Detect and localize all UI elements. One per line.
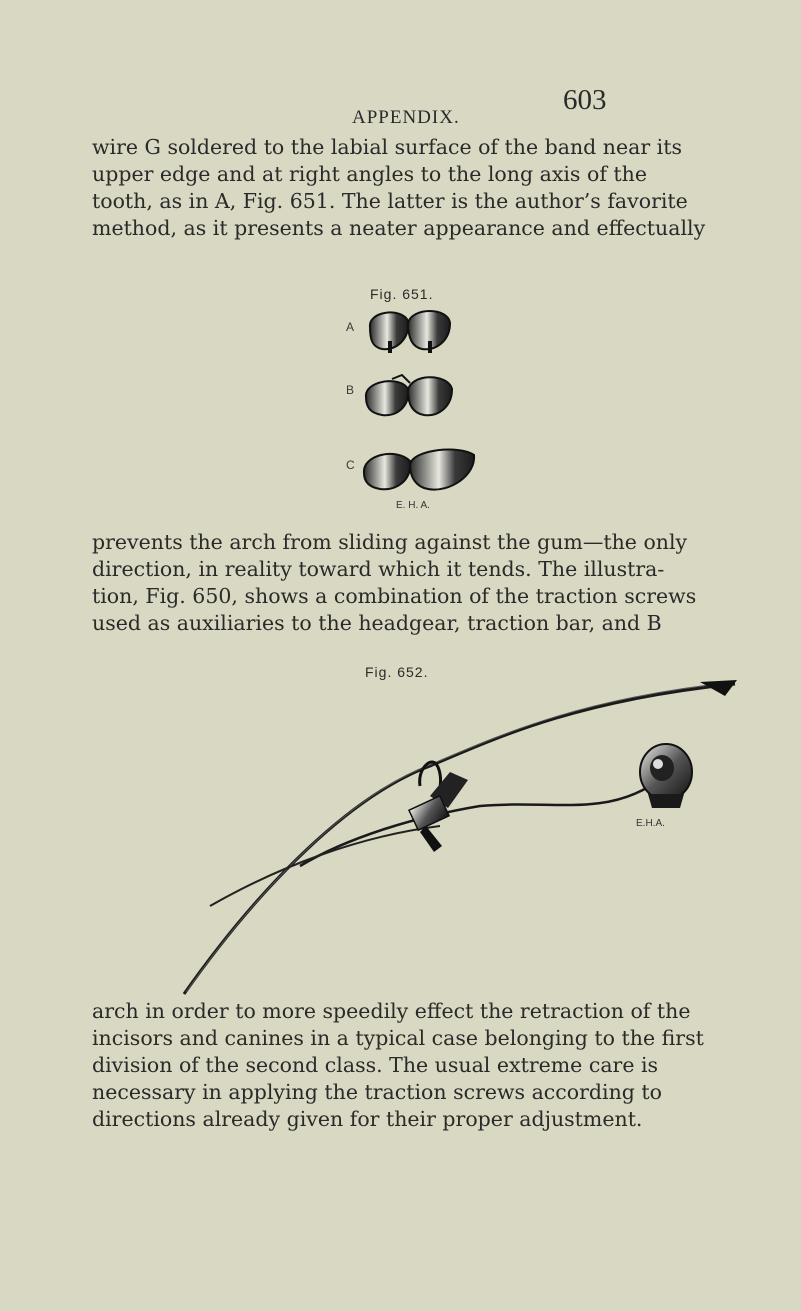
text-line: prevents the arch from sliding against the gum—the only bbox=[92, 530, 688, 554]
figure-651-label-b: B bbox=[346, 383, 355, 397]
figure-651-initials: E. H. A. bbox=[396, 500, 430, 511]
traction-screw bbox=[409, 762, 468, 852]
text-line: wire G soldered to the labial surface of the band near its bbox=[92, 135, 682, 159]
traction-bar bbox=[184, 684, 735, 994]
molar-band bbox=[640, 744, 692, 808]
running-head: APPENDIX. bbox=[352, 107, 460, 128]
text-line: upper edge and at right angles to the long axis of the bbox=[92, 162, 647, 186]
figure-652-illustration bbox=[180, 676, 740, 996]
figure-651-label-a: A bbox=[346, 320, 355, 334]
figure-651-row-c bbox=[364, 450, 474, 490]
paragraph-2 bbox=[92, 529, 742, 637]
figure-651-row-a bbox=[370, 311, 450, 353]
text-line: necessary in applying the traction screws according to bbox=[92, 1080, 663, 1104]
figure-651-row-b bbox=[366, 375, 452, 415]
text-line: method, as it presents a neater appearance and effectually bbox=[92, 216, 706, 240]
text-line: directions already given for their proper adjustment. bbox=[92, 1107, 643, 1131]
text-line: incisors and canines in a typical case belonging to the first bbox=[92, 1026, 704, 1050]
page-number: 603 bbox=[563, 84, 607, 116]
figure-651-label-c: C bbox=[346, 458, 355, 472]
arch-wire bbox=[300, 762, 688, 866]
paragraph-3 bbox=[92, 998, 742, 1133]
text-line: used as auxiliaries to the headgear, traction bar, and B bbox=[92, 611, 662, 635]
text-line: tion, Fig. 650, shows a combination of the traction screws bbox=[92, 584, 697, 608]
figure-652-initials: E.H.A. bbox=[636, 818, 665, 829]
figure-652-caption: Fig. 652. bbox=[365, 664, 429, 680]
text-line: tooth, as in A, Fig. 651. The latter is the author’s favorite bbox=[92, 189, 688, 213]
text-line: division of the second class. The usual extreme care is bbox=[92, 1053, 659, 1077]
text-line: direction, in reality toward which it tends. The illustra- bbox=[92, 557, 665, 581]
text-line: arch in order to more speedily effect the retraction of the bbox=[92, 999, 691, 1023]
figure-651-illustration bbox=[350, 305, 490, 505]
figure-651-caption: Fig. 651. bbox=[370, 286, 434, 302]
paragraph-1 bbox=[92, 134, 742, 242]
